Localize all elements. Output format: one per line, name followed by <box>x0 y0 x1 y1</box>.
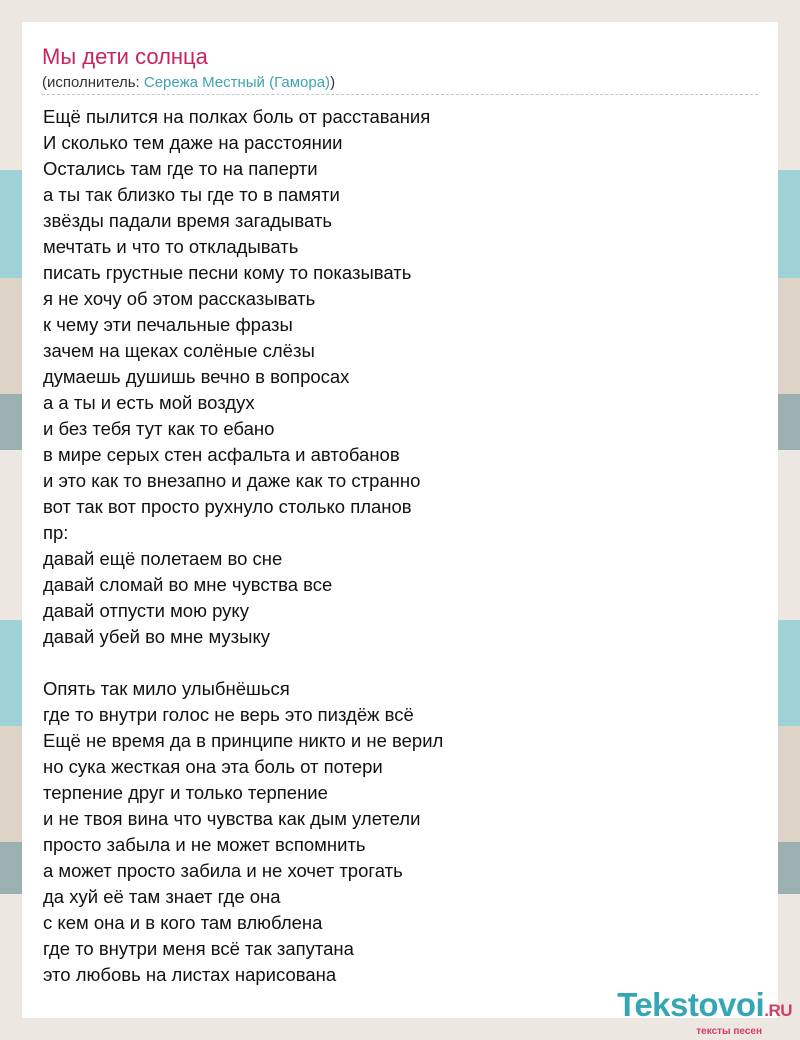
lyric-line: И сколько тем даже на расстоянии <box>43 132 343 153</box>
lyric-line: вот так вот просто рухнуло столько планов <box>43 496 412 517</box>
lyric-line: а ты так близко ты где то в памяти <box>43 184 340 205</box>
lyric-line: писать грустные песни кому то показывать <box>43 262 412 283</box>
lyrics-text <box>43 104 743 988</box>
lyric-line: но сука жесткая она эта боль от потери <box>43 756 383 777</box>
lyric-line: давай ещё полетаем во сне <box>43 548 283 569</box>
lyric-line: а может просто забила и не хочет трогать <box>43 860 403 881</box>
lyric-line: думаешь душишь вечно в вопросах <box>43 366 350 387</box>
lyric-line: Ещё не время да в принципе никто и не верил <box>43 730 444 751</box>
lyric-line: это любовь на листах нарисована <box>43 964 337 985</box>
lyric-line: пр: <box>43 522 69 543</box>
lyric-line: и без тебя тут как то ебано <box>43 418 275 439</box>
lyric-line: мечтать и что то откладывать <box>43 236 299 257</box>
site-logo[interactable] <box>617 988 792 1038</box>
song-title: Мы дети солнца <box>42 44 208 69</box>
lyric-line: где то внутри меня всё так запутана <box>43 938 354 959</box>
lyric-line: я не хочу об этом рассказывать <box>43 288 316 309</box>
artist-link[interactable]: Сережа Местный (Гамора) <box>143 74 331 91</box>
lyric-line: терпение друг и только терпение <box>43 782 328 803</box>
divider <box>42 94 758 95</box>
lyric-line: зачем на щеках солёные слёзы <box>43 340 315 361</box>
artist-line <box>42 73 335 93</box>
lyric-line: где то внутри голос не верь это пиздёж всё <box>43 704 414 725</box>
lyric-line: давай сломай во мне чувства все <box>43 574 333 595</box>
lyric-line: а а ты и есть мой воздух <box>43 392 255 413</box>
logo-text: Tekstovoi <box>617 986 765 1023</box>
lyric-line: в мире серых стен асфальта и автобанов <box>43 444 400 465</box>
lyric-line: звёзды падали время загадывать <box>43 210 332 231</box>
artist-prefix: (исполнитель: <box>42 74 144 91</box>
logo-subtitle: тексты песен <box>696 1026 762 1037</box>
lyric-line: просто забыла и не может вспомнить <box>43 834 366 855</box>
lyric-line: давай убей во мне музыку <box>43 626 270 647</box>
lyric-line: Ещё пылится на полках боль от расставания <box>43 106 431 127</box>
lyric-line: Остались там где то на паперти <box>43 158 318 179</box>
lyrics-card <box>22 22 778 1018</box>
lyric-line: давай отпусти мою руку <box>43 600 249 621</box>
lyric-line: к чему эти печальные фразы <box>43 314 293 335</box>
lyric-line: и это как то внезапно и даже как то странно <box>43 470 421 491</box>
lyric-line: Опять так мило улыбнёшься <box>43 678 290 699</box>
lyric-line: с кем она и в кого там влюблена <box>43 912 323 933</box>
lyric-line: да хуй её там знает где она <box>43 886 281 907</box>
lyric-line <box>43 650 743 676</box>
artist-suffix: ) <box>330 74 336 91</box>
logo-tld: .RU <box>764 1001 792 1020</box>
lyric-line: и не твоя вина что чувства как дым улетели <box>43 808 421 829</box>
